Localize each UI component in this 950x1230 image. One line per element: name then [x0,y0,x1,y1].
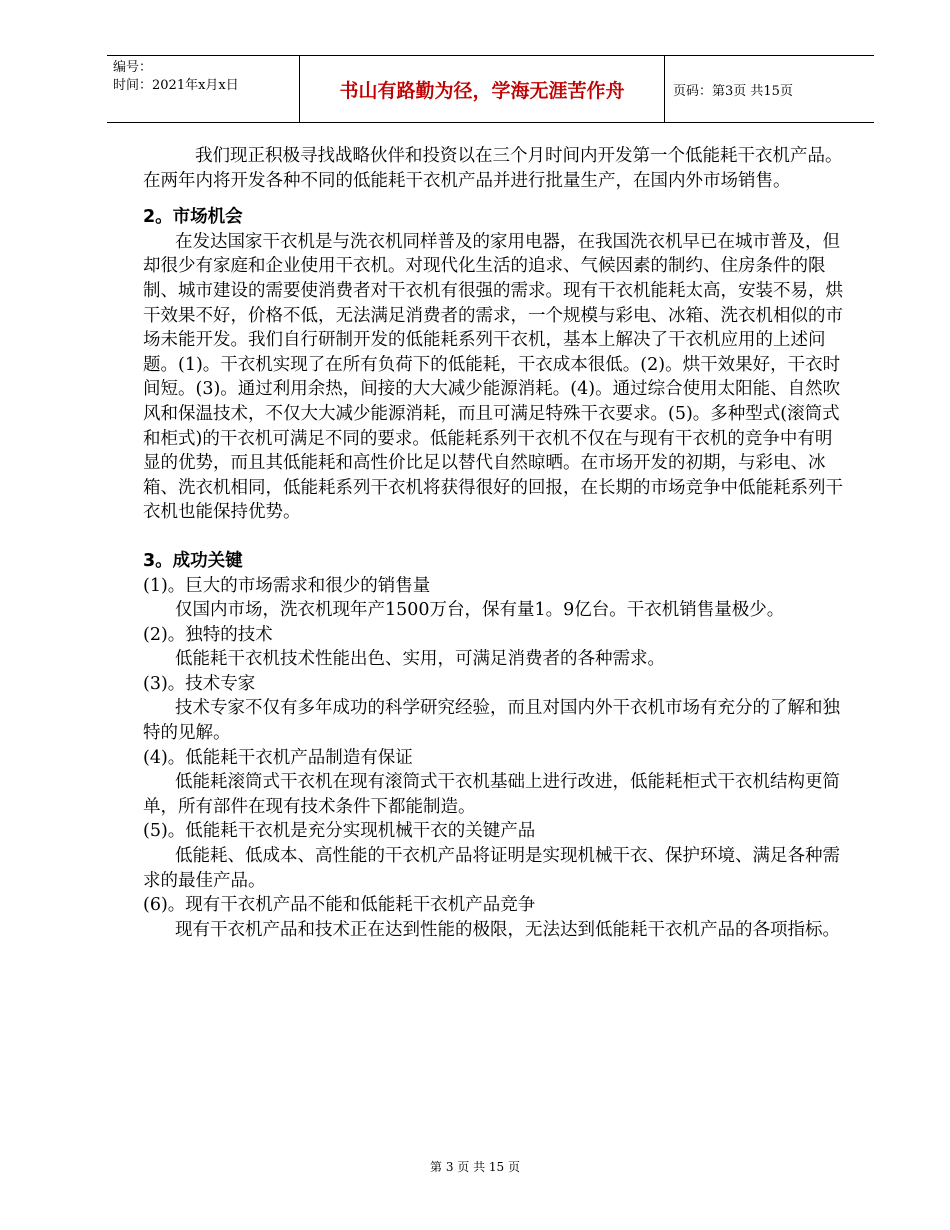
section-2-body: 在发达国家干衣机是与洗衣机同样普及的家用电器，在我国洗衣机早已在城市普及，但却很少有家庭和企业使用干衣机。对现代化生活的追求、气候因素的制约、住房条件的限制、城市建设的需要使消费者对干衣机有很强的需求。现有干衣机能耗太高，安装不易，烘干效果不好，价格不低，无法满足消费者的需求，一个规模与彩电、冰箱、洗衣机相似的市场未能开发。我们自行研制开发的低能耗系列干衣机，基本上解决了干衣机应用的上述问题。(1)。干衣机实现了在所有负荷下的低能耗，干衣成本很低。(2)。烘干效果好，干衣时间短。(3)。通过利用余热，间接的大大减少能源消耗。(4)。通过综合使用太阳能、自然吹风和保温技术，不仅大大减少能源消耗，而且可满足特殊干衣要求。(5)。多种型式(滚筒式和柜式)的干衣机可满足不同的要求。低能耗系列干衣机不仅在与现有干衣机的竞争中有明显的优势，而且其低能耗和高性价比足以替代自然晾晒。在市场开发的初期，与彩电、冰箱、洗衣机相同，低能耗系列干衣机将获得很好的回报，在长期的市场竞争中低能耗系列干衣机也能保持优势。 [143,231,843,523]
header-page-label: 页码：第3页 共15页 [673,83,793,99]
item-1-title: (1)。巨大的市场需求和很少的销售量 [143,575,431,596]
section-2-heading: 2。市场机会 [143,207,243,228]
item-1-body: 仅国内市场，洗衣机现年产1500万台，保有量1。9亿台。干衣机销售量极少。 [175,600,785,621]
item-4-title: (4)。低能耗干衣机产品制造有保证 [143,747,413,768]
document-time-label: 时间：2021年x月x日 [113,78,239,93]
item-2-body: 低能耗干衣机技术性能出色、实用，可满足消费者的各种需求。 [175,649,665,670]
header-meta [107,56,300,122]
item-4-body: 低能耗滚筒式干衣机在现有滚筒式干衣机基础上进行改进，低能耗柜式干衣机结构更简单，所有部件在现有技术条件下都能制造。 [143,772,840,817]
item-3-title: (3)。技术专家 [143,673,256,694]
section-3-heading: 3。成功关键 [143,550,243,571]
document-number-label: 编号： [113,60,153,75]
item-2-title: (2)。独特的技术 [143,624,273,645]
item-6-body: 现有干衣机产品和技术正在达到性能的极限，无法达到低能耗干衣机产品的各项指标。 [175,919,840,940]
item-5-body: 低能耗、低成本、高性能的干衣机产品将证明是实现机械干衣、保护环境、满足各种需求的最佳产品。 [143,846,840,891]
header-motto: 书山有路勤为径，学海无涯苦作舟 [300,56,665,122]
document-body [143,144,843,942]
item-5-title: (5)。低能耗干衣机是充分实现机械干衣的关键产品 [143,821,536,842]
item-3-body: 技术专家不仅有多年成功的科学研究经验，而且对国内外干衣机市场有充分的了解和独特的见解。 [143,698,840,744]
item-6-title: (6)。现有干衣机产品不能和低能耗干衣机产品竞争 [143,895,536,916]
page-footer: 第 3 页 共 15 页 [430,1160,520,1174]
intro-paragraph: 我们现正积极寻找战略伙伴和投资以在三个月时间内开发第一个低能耗干衣机产品。在两年内将开发各种不同的低能耗干衣机产品并进行批量生产，在国内外市场销售。 [143,146,843,191]
page-header [107,55,874,123]
